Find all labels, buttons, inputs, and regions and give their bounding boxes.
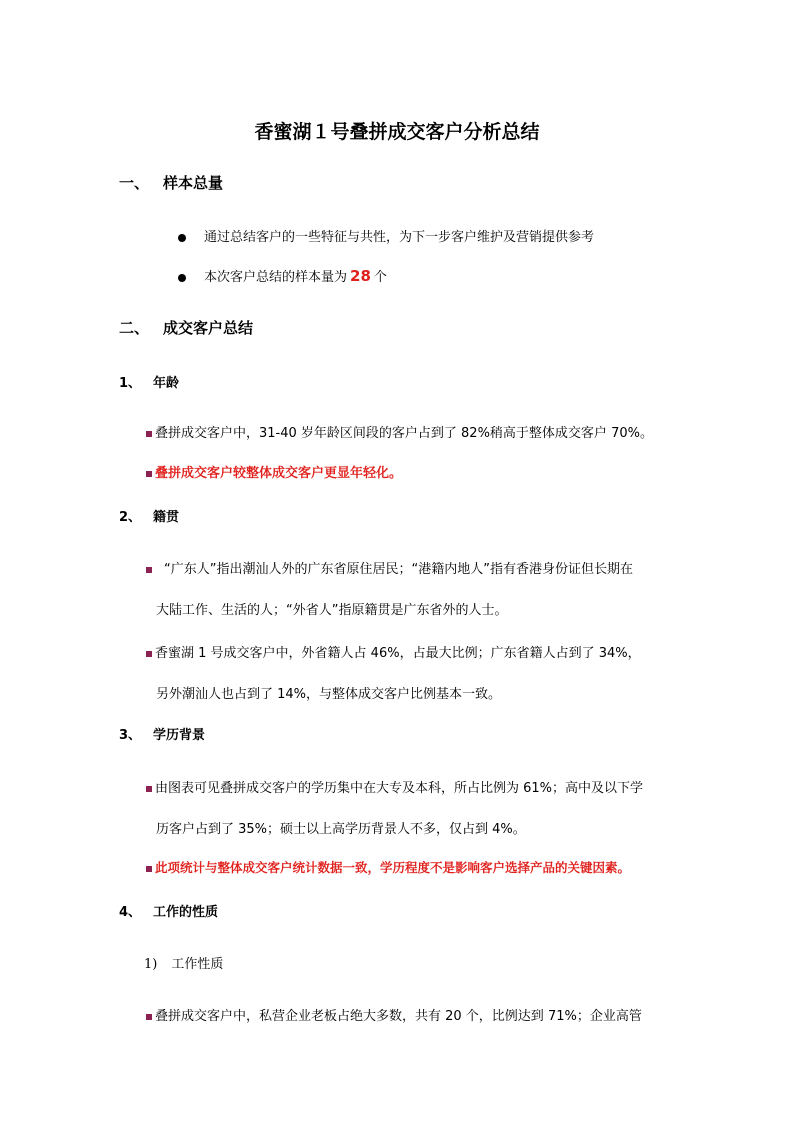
education-paragraph-1-line-2: 历客户占到了 35%；硕士以上高学历背景人不多，仅占到 4%。 — [156, 822, 526, 837]
education-conclusion-text: 此项统计与整体成交客户统计数据一致，学历程度不是影响客户选择产品的关键因素。 — [155, 860, 631, 875]
square-bullet-icon — [146, 471, 152, 477]
age-paragraph-2 — [146, 462, 402, 481]
work-sub-number: 1) — [144, 957, 158, 972]
age-paragraph-1-text: 叠拼成交客户中，31-40 岁年龄区间段的客户占到了 82%稍高于整体成交客户 70%。 — [155, 426, 653, 441]
sample-size-value: 28 — [350, 267, 371, 285]
subsection-origin-number: 2、 — [119, 510, 142, 525]
subsection-work-title: 工作的性质 — [153, 905, 219, 920]
subsection-education-heading — [119, 724, 205, 743]
origin-analysis-text-1: 香蜜湖 1 号成交客户中，外省籍人占 46%，占最大比例；广东省籍人占到了 34%， — [155, 646, 641, 661]
subsection-origin-heading — [119, 506, 179, 525]
subsection-age-number: 1、 — [119, 376, 142, 391]
document-title: 香蜜湖１号叠拼成交客户分析总结 — [254, 121, 540, 143]
square-bullet-icon — [146, 651, 152, 657]
education-paragraph-1-line-1 — [146, 777, 643, 796]
bullet-dot-icon — [178, 234, 186, 242]
age-paragraph-1 — [146, 422, 653, 441]
subsection-work-number: 4、 — [119, 905, 142, 920]
education-analysis-text-1: 由图表可见叠拼成交客户的学历集中在大专及本科，所占比例为 61%；高中及以下学 — [155, 781, 644, 796]
work-subheading — [144, 953, 223, 972]
origin-paragraph-1-line-1 — [146, 558, 633, 577]
education-paragraph-2 — [146, 858, 630, 876]
section-1-title: 样本总量 — [163, 174, 224, 192]
subsection-education-number: 3、 — [119, 728, 142, 743]
section-2-number: 二、 — [119, 319, 150, 337]
work-sub-title: 工作性质 — [171, 957, 224, 972]
subsection-age-title: 年龄 — [153, 376, 180, 391]
subsection-education-title: 学历背景 — [153, 728, 206, 743]
work-analysis-text-1: 叠拼成交客户中，私营企业老板占绝大多数，共有 20 个，比例达到 71%；企业高管 — [155, 1009, 642, 1024]
bullet-2-text-pre: 本次客户总结的样本量为 — [204, 270, 348, 285]
section-1-bullet-2 — [178, 266, 387, 285]
section-2-heading — [119, 317, 253, 338]
subsection-age-heading — [119, 372, 179, 391]
section-1-heading — [119, 172, 223, 193]
bullet-dot-icon — [178, 274, 186, 282]
origin-definition-text-1: “广东人”指出潮汕人外的广东省原住居民；“港籍内地人”指有香港身份证但长期在 — [164, 562, 633, 577]
section-1-number: 一、 — [119, 174, 150, 192]
square-bullet-icon — [146, 567, 152, 573]
square-bullet-icon — [146, 866, 152, 872]
section-1-bullet-1 — [178, 226, 594, 245]
origin-paragraph-2-line-2: 另外潮汕人也占到了 14%，与整体成交客户比例基本一致。 — [156, 687, 502, 702]
origin-paragraph-2-line-1 — [146, 642, 641, 661]
square-bullet-icon — [146, 1014, 152, 1020]
subsection-origin-title: 籍贯 — [153, 510, 180, 525]
section-2-title: 成交客户总结 — [163, 319, 254, 337]
age-conclusion-text: 叠拼成交客户较整体成交客户更显年轻化。 — [155, 466, 403, 481]
subsection-work-heading — [119, 901, 218, 920]
origin-paragraph-1-line-2: 大陆工作、生活的人；“外省人”指原籍贯是广东省外的人士。 — [156, 603, 508, 618]
bullet-2-text-post: 个 — [373, 270, 387, 285]
square-bullet-icon — [146, 786, 152, 792]
work-paragraph-1-line-1 — [146, 1005, 642, 1024]
bullet-1-text: 通过总结客户的一些特征与共性，为下一步客户维护及营销提供参考 — [204, 230, 595, 245]
square-bullet-icon — [146, 431, 152, 437]
